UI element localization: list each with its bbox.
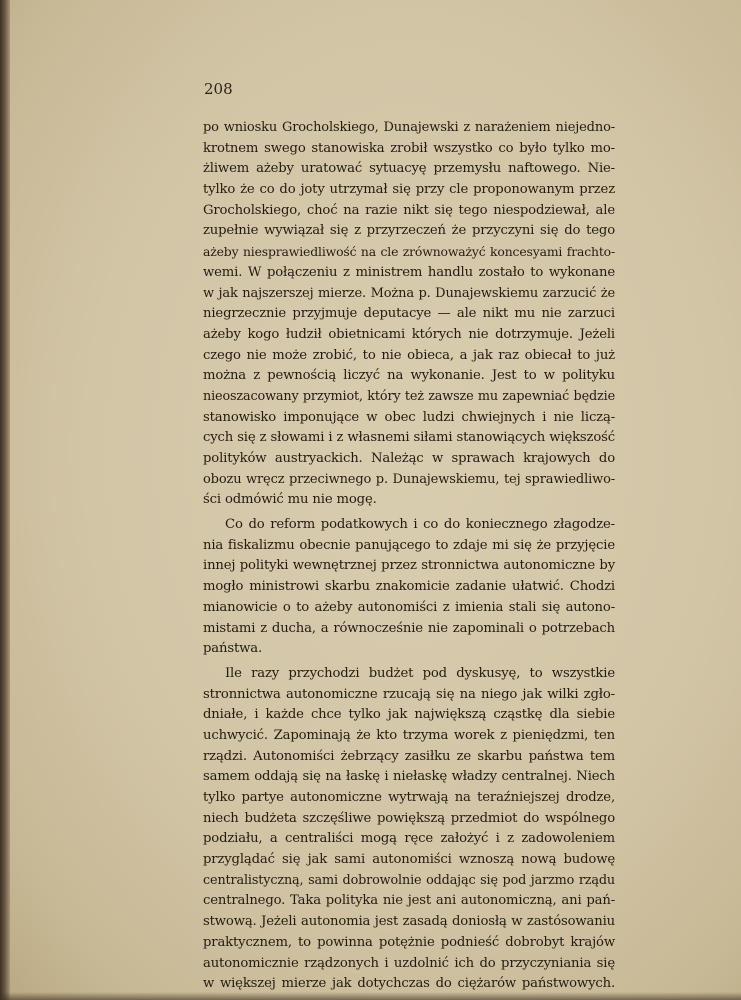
text-line: samem oddają się na łaskę i niełaskę władzy centralnej. Niech	[203, 769, 615, 785]
text-line: stanowisko imponujące w obec ludzi chwiejnych i nie liczą-	[203, 409, 615, 425]
text-line: ażeby niesprawiedliwość na cle zrównoważyć koncesyami frachto-	[203, 244, 615, 260]
text-line: rządzi. Autonomiści żebrzący zasiłku ze skarbu państwa tem	[203, 748, 615, 764]
text-line: dniałe, i każde chce tylko jak największą cząstkę dla siebie	[203, 707, 615, 723]
text-line: tylko partye autonomiczne wytrwają na teraźniejszej drodze,	[203, 790, 615, 805]
text-line: w jak najszerszej mierze. Można p. Dunajewskiemu zarzucić że	[203, 285, 615, 301]
text-line: praktycznem, to powinna potężnie podnieść dobrobyt krajów	[203, 934, 615, 950]
text-line: uchwycić. Zapominają że kto trzyma worek z pieniędzmi, ten	[203, 727, 615, 743]
text-line: autonomicznie rządzonych i uzdolnić ich do przyczyniania się	[203, 955, 615, 971]
text-line: tylko że co do joty utrzymał się przy cle proponowanym przez	[203, 182, 615, 198]
text-line: cych się z słowami i z własnemi siłami stanowiących większość	[203, 430, 615, 446]
paragraph-3	[203, 664, 615, 995]
text-line: podziału, a centraliści mogą ręce założyć i z zadowoleniem	[203, 831, 615, 847]
paragraph-2	[203, 515, 615, 660]
text-line: niech budżeta szczęśliwe powiększą przedmiot do wspólnego	[203, 810, 615, 826]
text-line: państwa.	[203, 641, 263, 657]
text-line: centralnego. Taka polityka nie jest ani autonomiczną, ani pań-	[203, 893, 615, 909]
text-line: innej polityki wewnętrznej przez stronnictwa autonomiczne by	[203, 558, 615, 574]
text-line: po wniosku Grocholskiego, Dunajewski z narażeniem niejedno-	[203, 120, 615, 135]
text-line: centralistyczną, sami dobrowolnie oddając się pod jarzmo rządu	[203, 872, 615, 888]
text-line: Grocholskiego, choć na razie nikt się tego niespodziewał, ale	[203, 202, 615, 218]
text-line: polityków austryackich. Należąc w sprawach krajowych do	[203, 451, 615, 466]
page-bottom-edge	[0, 992, 741, 1000]
page-number: 208	[204, 80, 233, 98]
text-line: nieoszacowany przymiot, który też zawsze mu zapewniać będzie	[203, 388, 615, 404]
book-binding-edge	[0, 0, 10, 1000]
text-line: mianowicie o to ażeby autonomiści z imienia stali się autono-	[203, 599, 615, 615]
text-line: można z pewnością liczyć na wykonanie. Jest to w polityku	[203, 368, 615, 384]
text-line: przyglądać się jak sami autonomiści wznoszą nową budowę	[203, 852, 615, 868]
text-line: Co do reform podatkowych i co do koniecznego złagodze-	[225, 517, 615, 533]
text-line: stronnictwa autonomiczne rzucają się na niego jak wilki zgło-	[203, 686, 615, 702]
text-line: obozu wręcz przeciwnego p. Dunajewskiemu, tej sprawiedliwo-	[203, 471, 615, 487]
text-line: Ile razy przychodzi budżet pod dyskusyę, to wszystkie	[225, 665, 615, 681]
text-line: stwową. Jeżeli autonomia jest zasadą doniosłą w zastósowaniu	[203, 914, 615, 930]
text-line: czego nie może zrobić, to nie obieca, a jak raz obiecał to już	[203, 347, 615, 363]
text-line: zupełnie wywiązał się z przyrzeczeń że przyczyni się do tego	[203, 223, 615, 239]
paragraph-1	[203, 118, 615, 511]
text-line: wemi. W połączeniu z ministrem handlu zostało to wykonane	[203, 264, 615, 280]
text-line: niegrzecznie przyjmuje deputacye — ale nikt mu nie zarzuci	[203, 306, 615, 322]
text-line: nia fiskalizmu obecnie panującego to zdaje mi się że przyjęcie	[203, 537, 615, 553]
body-text	[203, 118, 615, 995]
text-line: ażeby kogo łudził obietnicami których nie dotrzymuje. Jeżeli	[203, 326, 615, 342]
text-line: mistami z ducha, a równocześnie nie zapominali o potrzebach	[203, 620, 615, 636]
text-line: krotnem swego stanowiska zrobił wszystko co było tylko mo-	[203, 140, 615, 156]
text-line: ści odmówić mu nie mogę.	[203, 492, 377, 508]
text-line: żliwem ażeby uratować sytuacyę przemysłu naftowego. Nie-	[203, 161, 615, 177]
text-line: w większej mierze jak dotychczas do ciężarów państwowych.	[203, 976, 615, 992]
text-line: mogło ministrowi skarbu znakomicie zadanie ułatwić. Chodzi	[203, 579, 615, 595]
